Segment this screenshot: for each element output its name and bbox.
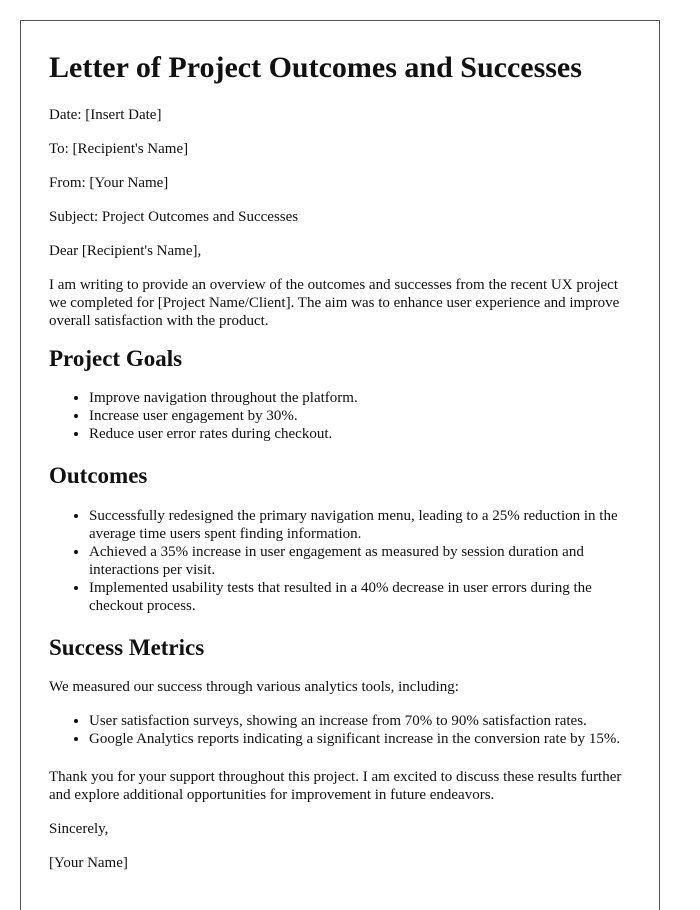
metrics-list: [49, 712, 631, 748]
list-item: • Google Analytics reports indicating a significant increase in the conversion rate by 15%.: [89, 730, 631, 748]
salutation: Dear [Recipient's Name],: [49, 243, 202, 259]
success-metrics-heading: Success Metrics: [49, 634, 205, 660]
list-item: • Reduce user error rates during checkout.: [89, 425, 631, 443]
letter-page: [20, 20, 660, 910]
signature: [Your Name]: [49, 854, 128, 871]
project-goals-heading: Project Goals: [49, 346, 183, 371]
list-item: • Increase user engagement by 30%.: [89, 407, 631, 425]
date-line: Date: [Insert Date]: [49, 107, 162, 123]
letter-title: Letter of Project Outcomes and Successes: [49, 51, 582, 84]
project-goals-list: [49, 389, 631, 443]
from-line: From: [Your Name]: [49, 175, 169, 191]
outcomes-heading: Outcomes: [49, 463, 148, 489]
list-item: • Achieved a 35% increase in user engagement as measured by session duration and interactions per visit.: [89, 543, 631, 579]
list-item: • Successfully redesigned the primary navigation menu, leading to a 25% reduction in the average time users spent finding information.: [89, 507, 631, 543]
sign-off: Sincerely,: [49, 820, 109, 837]
metrics-intro: We measured our success through various analytics tools, including:: [49, 678, 459, 695]
to-line: To: [Recipient's Name]: [49, 141, 189, 157]
list-item: • Implemented usability tests that resulted in a 40% decrease in user errors during the checkout process.: [89, 579, 631, 615]
intro-paragraph: I am writing to provide an overview of the outcomes and successes from the recent UX project we completed for [Project Name/Client]. The aim was to enhance user experience and improve overall satisfaction with the product.: [49, 277, 620, 329]
list-item: • Improve navigation throughout the platform.: [89, 389, 631, 407]
outcomes-list: [49, 507, 631, 615]
subject-line: Subject: Project Outcomes and Successes: [49, 209, 299, 225]
list-item: • User satisfaction surveys, showing an increase from 70% to 90% satisfaction rates.: [89, 712, 631, 730]
closing-paragraph: Thank you for your support throughout this project. I am excited to discuss these results further and explore additional opportunities for improvement in future endeavors.: [49, 768, 622, 803]
